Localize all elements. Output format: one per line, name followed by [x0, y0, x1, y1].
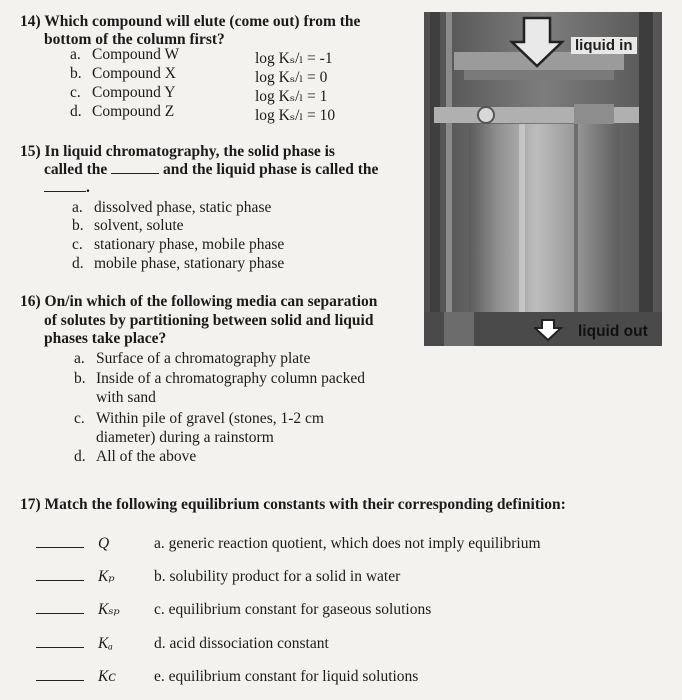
q16-option-d: d. All of the above	[74, 448, 197, 465]
q15-option-d: d. mobile phase, stationary phase	[72, 255, 285, 272]
q17-blank-ksp[interactable]	[36, 599, 84, 614]
q17-blank-kp[interactable]	[36, 566, 84, 581]
q14-logk-c: log Kₛ/ₗ = 1	[255, 88, 328, 105]
q17-blank-kc[interactable]	[36, 666, 84, 681]
q17-row-kp: Kₚ b. solubility product for a solid in water	[36, 566, 400, 588]
q16-title-line2: of solutes by partitioning between solid and liquid	[44, 312, 374, 329]
q15-blank-1[interactable]	[111, 161, 159, 174]
q16-option-a: a. Surface of a chromatography plate	[74, 350, 311, 367]
q16-option-c: c. Within pile of gravel (stones, 1-2 cm	[74, 410, 324, 427]
q14-title-line2: bottom of the column first?	[44, 31, 225, 48]
q15-option-a: a. dissolved phase, static phase	[72, 199, 272, 216]
q14-title-line1: 14) Which compound will elute (come out) from the	[20, 13, 361, 30]
q15-blank-2[interactable]	[44, 179, 86, 192]
label-liquid-out: liquid out	[578, 323, 648, 340]
q17-row-kc: Kᴄ e. equilibrium constant for liquid solutions	[36, 666, 418, 688]
q17-blank-ka[interactable]	[36, 633, 84, 648]
q17-blank-q[interactable]	[36, 533, 84, 548]
q15-title-line2: called the and the liquid phase is called the	[44, 161, 379, 178]
q14-option-b: b. Compound X	[70, 65, 176, 82]
q15-title-line3: .	[44, 179, 90, 197]
q15-option-c: c. stationary phase, mobile phase	[72, 236, 285, 253]
q16-title-line1: 16) On/in which of the following media can separation	[20, 293, 378, 310]
arrow-down-out-icon	[534, 318, 564, 342]
q15-option-b: b. solvent, solute	[72, 217, 184, 234]
column-illustration	[424, 12, 662, 346]
q17-row-ka: Kₐ d. acid dissociation constant	[36, 633, 329, 655]
q16-option-b-cont: with sand	[96, 389, 156, 406]
label-liquid-in: liquid in	[571, 37, 637, 54]
q16-option-b: b. Inside of a chromatography column packed	[74, 370, 366, 387]
q14-option-a: a. Compound W	[70, 46, 180, 63]
q17-row-q: Q a. generic reaction quotient, which does not imply equilibrium	[36, 533, 541, 555]
q16-option-c-cont: diameter) during a rainstorm	[96, 429, 274, 446]
q15-title-line1: 15) In liquid chromatography, the solid phase is	[20, 143, 335, 160]
chromatography-column-photo	[424, 12, 662, 346]
q14-logk-a: log Kₛ/ₗ = -1	[255, 50, 333, 67]
q14-logk-d: log Kₛ/ₗ = 10	[255, 107, 336, 124]
q16-title-line3: phases take place?	[44, 330, 167, 347]
q17-title: 17) Match the following equilibrium constants with their corresponding definition:	[20, 496, 566, 513]
q14-logk-b: log Kₛ/ₗ = 0	[255, 69, 328, 86]
q17-row-ksp: Kₛₚ c. equilibrium constant for gaseous solutions	[36, 599, 431, 621]
q14-option-c: c. Compound Y	[70, 84, 176, 101]
q14-option-d: d. Compound Z	[70, 103, 175, 120]
